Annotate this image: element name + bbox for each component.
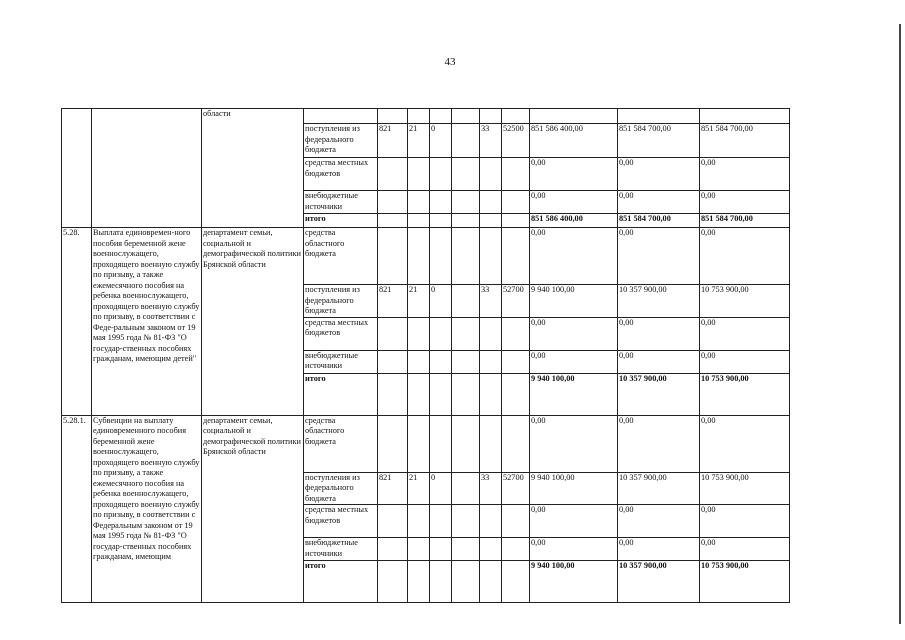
cell-source: внебюджетные источники	[304, 350, 378, 373]
cell-value-2020: 851 584 700,00	[618, 214, 700, 228]
cell-name	[92, 109, 202, 228]
page-number: 43	[444, 56, 456, 68]
cell-executor: области	[202, 109, 304, 228]
cell-cs2	[480, 505, 502, 538]
cell-cs1	[452, 350, 480, 373]
cell-value-2019: 9 940 100,00	[530, 285, 618, 318]
cell-source: средства местных бюджетов	[304, 317, 378, 350]
cell-value-2020: 851 584 700,00	[618, 124, 700, 158]
table-row	[62, 109, 790, 124]
cell-cs3	[502, 561, 530, 603]
cell-cs3	[502, 214, 530, 228]
cell-pr	[430, 158, 452, 191]
cell-value-2019: 0,00	[530, 191, 618, 214]
cell-value-2019: 0,00	[530, 538, 618, 561]
cell-value-2019: 9 940 100,00	[530, 373, 618, 415]
cell-value-2021: 10 753 900,00	[700, 373, 790, 415]
cell-cs1	[452, 124, 480, 158]
cell-rz	[408, 538, 430, 561]
cell-cs2	[480, 561, 502, 603]
cell-rz	[408, 350, 430, 373]
cell-value-2019: 0,00	[530, 415, 618, 472]
cell-grbs	[378, 317, 408, 350]
cell-cs2	[480, 158, 502, 191]
cell-cs1	[452, 285, 480, 318]
cell-value-2019: 851 586 400,00	[530, 214, 618, 228]
cell-source: внебюджетные источники	[304, 191, 378, 214]
table-row	[62, 415, 790, 472]
cell-source: средства местных бюджетов	[304, 505, 378, 538]
cell-pr: 0	[430, 124, 452, 158]
cell-cs3	[502, 538, 530, 561]
cell-grbs	[378, 191, 408, 214]
cell-value-2021	[700, 109, 790, 124]
cell-grbs: 821	[378, 124, 408, 158]
cell-name: Субвенции на выплату единовременного пособия беременной жене военнослужащего, проходящего военную службу по призыву, а также ежемесячного пособия на ребенка военнослужащего, проходящего военную службу по призыву, в соответствии с Федеральным законом от 19 мая 1995 года № 81-ФЗ "О государ-ственных пособиях гражданам, имеющим	[92, 415, 202, 603]
cell-source: итого	[304, 214, 378, 228]
cell-cs2: 33	[480, 124, 502, 158]
cell-value-2020: 0,00	[618, 191, 700, 214]
cell-cs3: 52700	[502, 472, 530, 505]
cell-source: итого	[304, 373, 378, 415]
cell-grbs	[378, 561, 408, 603]
cell-cs2	[480, 191, 502, 214]
cell-cs2	[480, 538, 502, 561]
cell-cs3: 52500	[502, 124, 530, 158]
cell-rz: 21	[408, 124, 430, 158]
cell-value-2021: 0,00	[700, 228, 790, 285]
cell-rz	[408, 415, 430, 472]
cell-executor: департамент семьи, социальной и демографической политики Брянской области	[202, 415, 304, 603]
cell-grbs	[378, 373, 408, 415]
cell-cs3	[502, 109, 530, 124]
cell-cs2	[480, 373, 502, 415]
table-row	[62, 228, 790, 285]
cell-value-2019: 851 586 400,00	[530, 124, 618, 158]
cell-value-2021: 851 584 700,00	[700, 214, 790, 228]
cell-value-2020: 0,00	[618, 505, 700, 538]
cell-value-2020	[618, 109, 700, 124]
cell-source: средства областного бюджета	[304, 228, 378, 285]
cell-rz	[408, 214, 430, 228]
cell-cs1	[452, 373, 480, 415]
cell-cs3	[502, 350, 530, 373]
cell-cs1	[452, 415, 480, 472]
page-edge-line	[899, 24, 901, 624]
cell-value-2021: 0,00	[700, 505, 790, 538]
cell-value-2020: 10 357 900,00	[618, 285, 700, 318]
cell-cs3	[502, 373, 530, 415]
cell-cs1	[452, 214, 480, 228]
cell-value-2021: 0,00	[700, 158, 790, 191]
cell-grbs	[378, 228, 408, 285]
cell-rz	[408, 109, 430, 124]
cell-source: итого	[304, 561, 378, 603]
cell-cs1	[452, 472, 480, 505]
cell-cs3	[502, 191, 530, 214]
cell-value-2020: 10 357 900,00	[618, 561, 700, 603]
cell-value-2021: 0,00	[700, 350, 790, 373]
cell-pr	[430, 373, 452, 415]
cell-source: средства местных бюджетов	[304, 158, 378, 191]
cell-rz	[408, 561, 430, 603]
cell-value-2019: 9 940 100,00	[530, 472, 618, 505]
cell-value-2019: 0,00	[530, 317, 618, 350]
cell-no	[62, 109, 92, 228]
cell-value-2021: 0,00	[700, 191, 790, 214]
cell-grbs: 821	[378, 472, 408, 505]
cell-source: поступления из федерального бюджета	[304, 285, 378, 318]
cell-cs1	[452, 317, 480, 350]
cell-cs1	[452, 191, 480, 214]
cell-grbs	[378, 505, 408, 538]
cell-value-2019: 9 940 100,00	[530, 561, 618, 603]
cell-no: 5.28.	[62, 228, 92, 416]
cell-cs3	[502, 158, 530, 191]
cell-cs2: 33	[480, 285, 502, 318]
cell-value-2021: 10 753 900,00	[700, 472, 790, 505]
cell-pr: 0	[430, 285, 452, 318]
cell-pr	[430, 415, 452, 472]
cell-cs3	[502, 505, 530, 538]
cell-cs2	[480, 317, 502, 350]
cell-rz	[408, 158, 430, 191]
cell-pr	[430, 538, 452, 561]
cell-value-2020: 0,00	[618, 158, 700, 191]
cell-grbs	[378, 538, 408, 561]
cell-source	[304, 109, 378, 124]
cell-grbs	[378, 109, 408, 124]
cell-executor: департамент семьи, социальной и демографической политики Брянской области	[202, 228, 304, 416]
cell-value-2019: 0,00	[530, 158, 618, 191]
cell-grbs: 821	[378, 285, 408, 318]
cell-cs3	[502, 317, 530, 350]
cell-cs2	[480, 228, 502, 285]
cell-value-2021: 851 584 700,00	[700, 124, 790, 158]
cell-no: 5.28.1.	[62, 415, 92, 603]
cell-grbs	[378, 415, 408, 472]
cell-value-2020: 10 357 900,00	[618, 373, 700, 415]
cell-name: Выплата единовремен-ного пособия беременной жене военнослужащего, проходящего военную службу по призыву, а также ежемесячного пособия на ребенка военнослужащего, проходящего военную службу по призыву, в соответствии с Феде-ральным законом от 19 мая 1995 года № 81-ФЗ "О государ-ственных пособиях гражданам, имеющим детей"	[92, 228, 202, 416]
cell-cs1	[452, 228, 480, 285]
cell-value-2019: 0,00	[530, 505, 618, 538]
cell-rz: 21	[408, 472, 430, 505]
cell-cs1	[452, 538, 480, 561]
cell-grbs	[378, 158, 408, 191]
cell-pr: 0	[430, 472, 452, 505]
cell-cs2: 33	[480, 472, 502, 505]
cell-value-2021: 0,00	[700, 317, 790, 350]
cell-rz	[408, 373, 430, 415]
cell-pr	[430, 214, 452, 228]
cell-cs2	[480, 109, 502, 124]
cell-value-2019	[530, 109, 618, 124]
cell-rz: 21	[408, 285, 430, 318]
cell-value-2021: 0,00	[700, 415, 790, 472]
cell-pr	[430, 350, 452, 373]
cell-source: поступления из федерального бюджета	[304, 124, 378, 158]
cell-value-2020: 0,00	[618, 317, 700, 350]
cell-grbs	[378, 350, 408, 373]
cell-value-2021: 10 753 900,00	[700, 285, 790, 318]
cell-cs3: 52700	[502, 285, 530, 318]
cell-value-2020: 0,00	[618, 350, 700, 373]
cell-source: внебюджетные источники	[304, 538, 378, 561]
cell-cs1	[452, 505, 480, 538]
cell-grbs	[378, 214, 408, 228]
cell-cs1	[452, 109, 480, 124]
cell-rz	[408, 505, 430, 538]
cell-cs2	[480, 350, 502, 373]
cell-cs2	[480, 214, 502, 228]
cell-value-2020: 10 357 900,00	[618, 472, 700, 505]
cell-pr	[430, 561, 452, 603]
cell-value-2021: 10 753 900,00	[700, 561, 790, 603]
cell-pr	[430, 109, 452, 124]
cell-rz	[408, 191, 430, 214]
budget-table	[61, 108, 790, 603]
cell-pr	[430, 228, 452, 285]
cell-value-2019: 0,00	[530, 350, 618, 373]
cell-rz	[408, 317, 430, 350]
cell-source: средства областного бюджета	[304, 415, 378, 472]
cell-value-2021: 0,00	[700, 538, 790, 561]
cell-pr	[430, 191, 452, 214]
cell-source: поступления из федерального бюджета	[304, 472, 378, 505]
cell-cs2	[480, 415, 502, 472]
cell-cs1	[452, 158, 480, 191]
cell-cs3	[502, 228, 530, 285]
cell-cs1	[452, 561, 480, 603]
cell-cs3	[502, 415, 530, 472]
cell-value-2020: 0,00	[618, 415, 700, 472]
cell-rz	[408, 228, 430, 285]
cell-value-2019: 0,00	[530, 228, 618, 285]
cell-value-2020: 0,00	[618, 228, 700, 285]
cell-pr	[430, 505, 452, 538]
cell-value-2020: 0,00	[618, 538, 700, 561]
cell-pr	[430, 317, 452, 350]
